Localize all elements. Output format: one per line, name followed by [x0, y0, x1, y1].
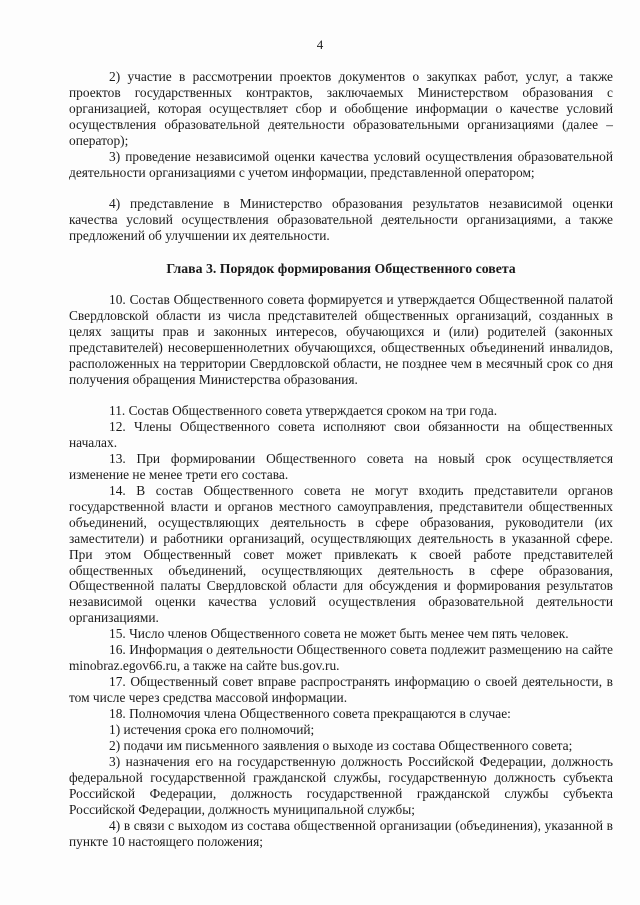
paragraph-18-item-3: 3) назначения его на государственную должность Российской Федерации, должность федеральной государственной гражданской службы, государственную должность субъекта Российской Федерации, должность государственной гражданской службы субъекта Российской Федерации, должность муниципальной службы;	[69, 754, 613, 817]
paragraph-17: 17. Общественный совет вправе распространять информацию о своей деятельности, в том числе через средства массовой информации.	[69, 674, 613, 705]
paragraph-item-2: 2) участие в рассмотрении проектов документов о закупках работ, услуг, а также проектов государственных контрактов, заключаемых Министерством образования с организацией, которая осуществляет сбор и обобщение информации о качестве условий осуществления образовательной деятельности образовательными организациями (далее – оператор);	[69, 69, 613, 148]
paragraph-18-item-4: 4) в связи с выходом из состава общественной организации (объединения), указанной в пункте 10 настоящего положения;	[69, 818, 613, 849]
paragraph-12: 12. Члены Общественного совета исполняют свои обязанности на общественных началах.	[69, 419, 613, 450]
paragraph-item-4: 4) представление в Министерство образования результатов независимой оценки качества условий осуществления образовательной деятельности организациями, а также предложений об улучшении их деятельности.	[69, 196, 613, 243]
paragraph-item-3: 3) проведение независимой оценки качества условий осуществления образовательной деятельности организациями с учетом информации, представленной оператором;	[69, 149, 613, 180]
paragraph-11: 11. Состав Общественного совета утверждается сроком на три года.	[109, 403, 498, 418]
paragraph-14: 14. В состав Общественного совета не могут входить представители органов государственной власти и органов местного самоуправления, представители общественных объединений, осуществляющих деятельность в сфере образования, руководители (их заместители) и работники организаций, осуществляющих деятельность в указанной сфере. При этом Общественный совет может привлекать к своей работе представителей общественных объединений, осуществляющих деятельность в сфере образования, Общественной палаты Свердловской области для обсуждения и формирования результатов независимой оценки качества условий осуществления образовательной деятельности организациями.	[69, 483, 613, 626]
paragraph-10: 10. Состав Общественного совета формируется и утверждается Общественной палатой Свердловской области из числа представителей общественных организаций, созданных в целях защиты прав и законных интересов, обучающихся и (или) родителей (законных представителей) несовершеннолетних обучающихся, общественных объединений инвалидов, расположенных на территории Свердловской области, не позднее чем в месячный срок со дня получения обращения Министерства образования.	[69, 292, 613, 387]
page-number: 4	[316, 37, 324, 52]
paragraph-15: 15. Число членов Общественного совета не может быть менее чем пять человек.	[109, 626, 569, 641]
paragraph-18: 18. Полномочия члена Общественного совета прекращаются в случае:	[109, 706, 511, 721]
paragraph-16: 16. Информация о деятельности Общественного совета подлежит размещению на сайте minobraz.egov66.ru, а также на сайте bus.gov.ru.	[69, 642, 613, 673]
chapter-heading: Глава 3. Порядок формирования Общественного совета	[166, 261, 516, 276]
paragraph-13: 13. При формировании Общественного совета на новый срок осуществляется изменение не менее трети его состава.	[69, 451, 613, 482]
paragraph-18-item-2: 2) подачи им письменного заявления о выходе из состава Общественного совета;	[109, 738, 573, 753]
paragraph-18-item-1: 1) истечения срока его полномочий;	[109, 722, 315, 737]
